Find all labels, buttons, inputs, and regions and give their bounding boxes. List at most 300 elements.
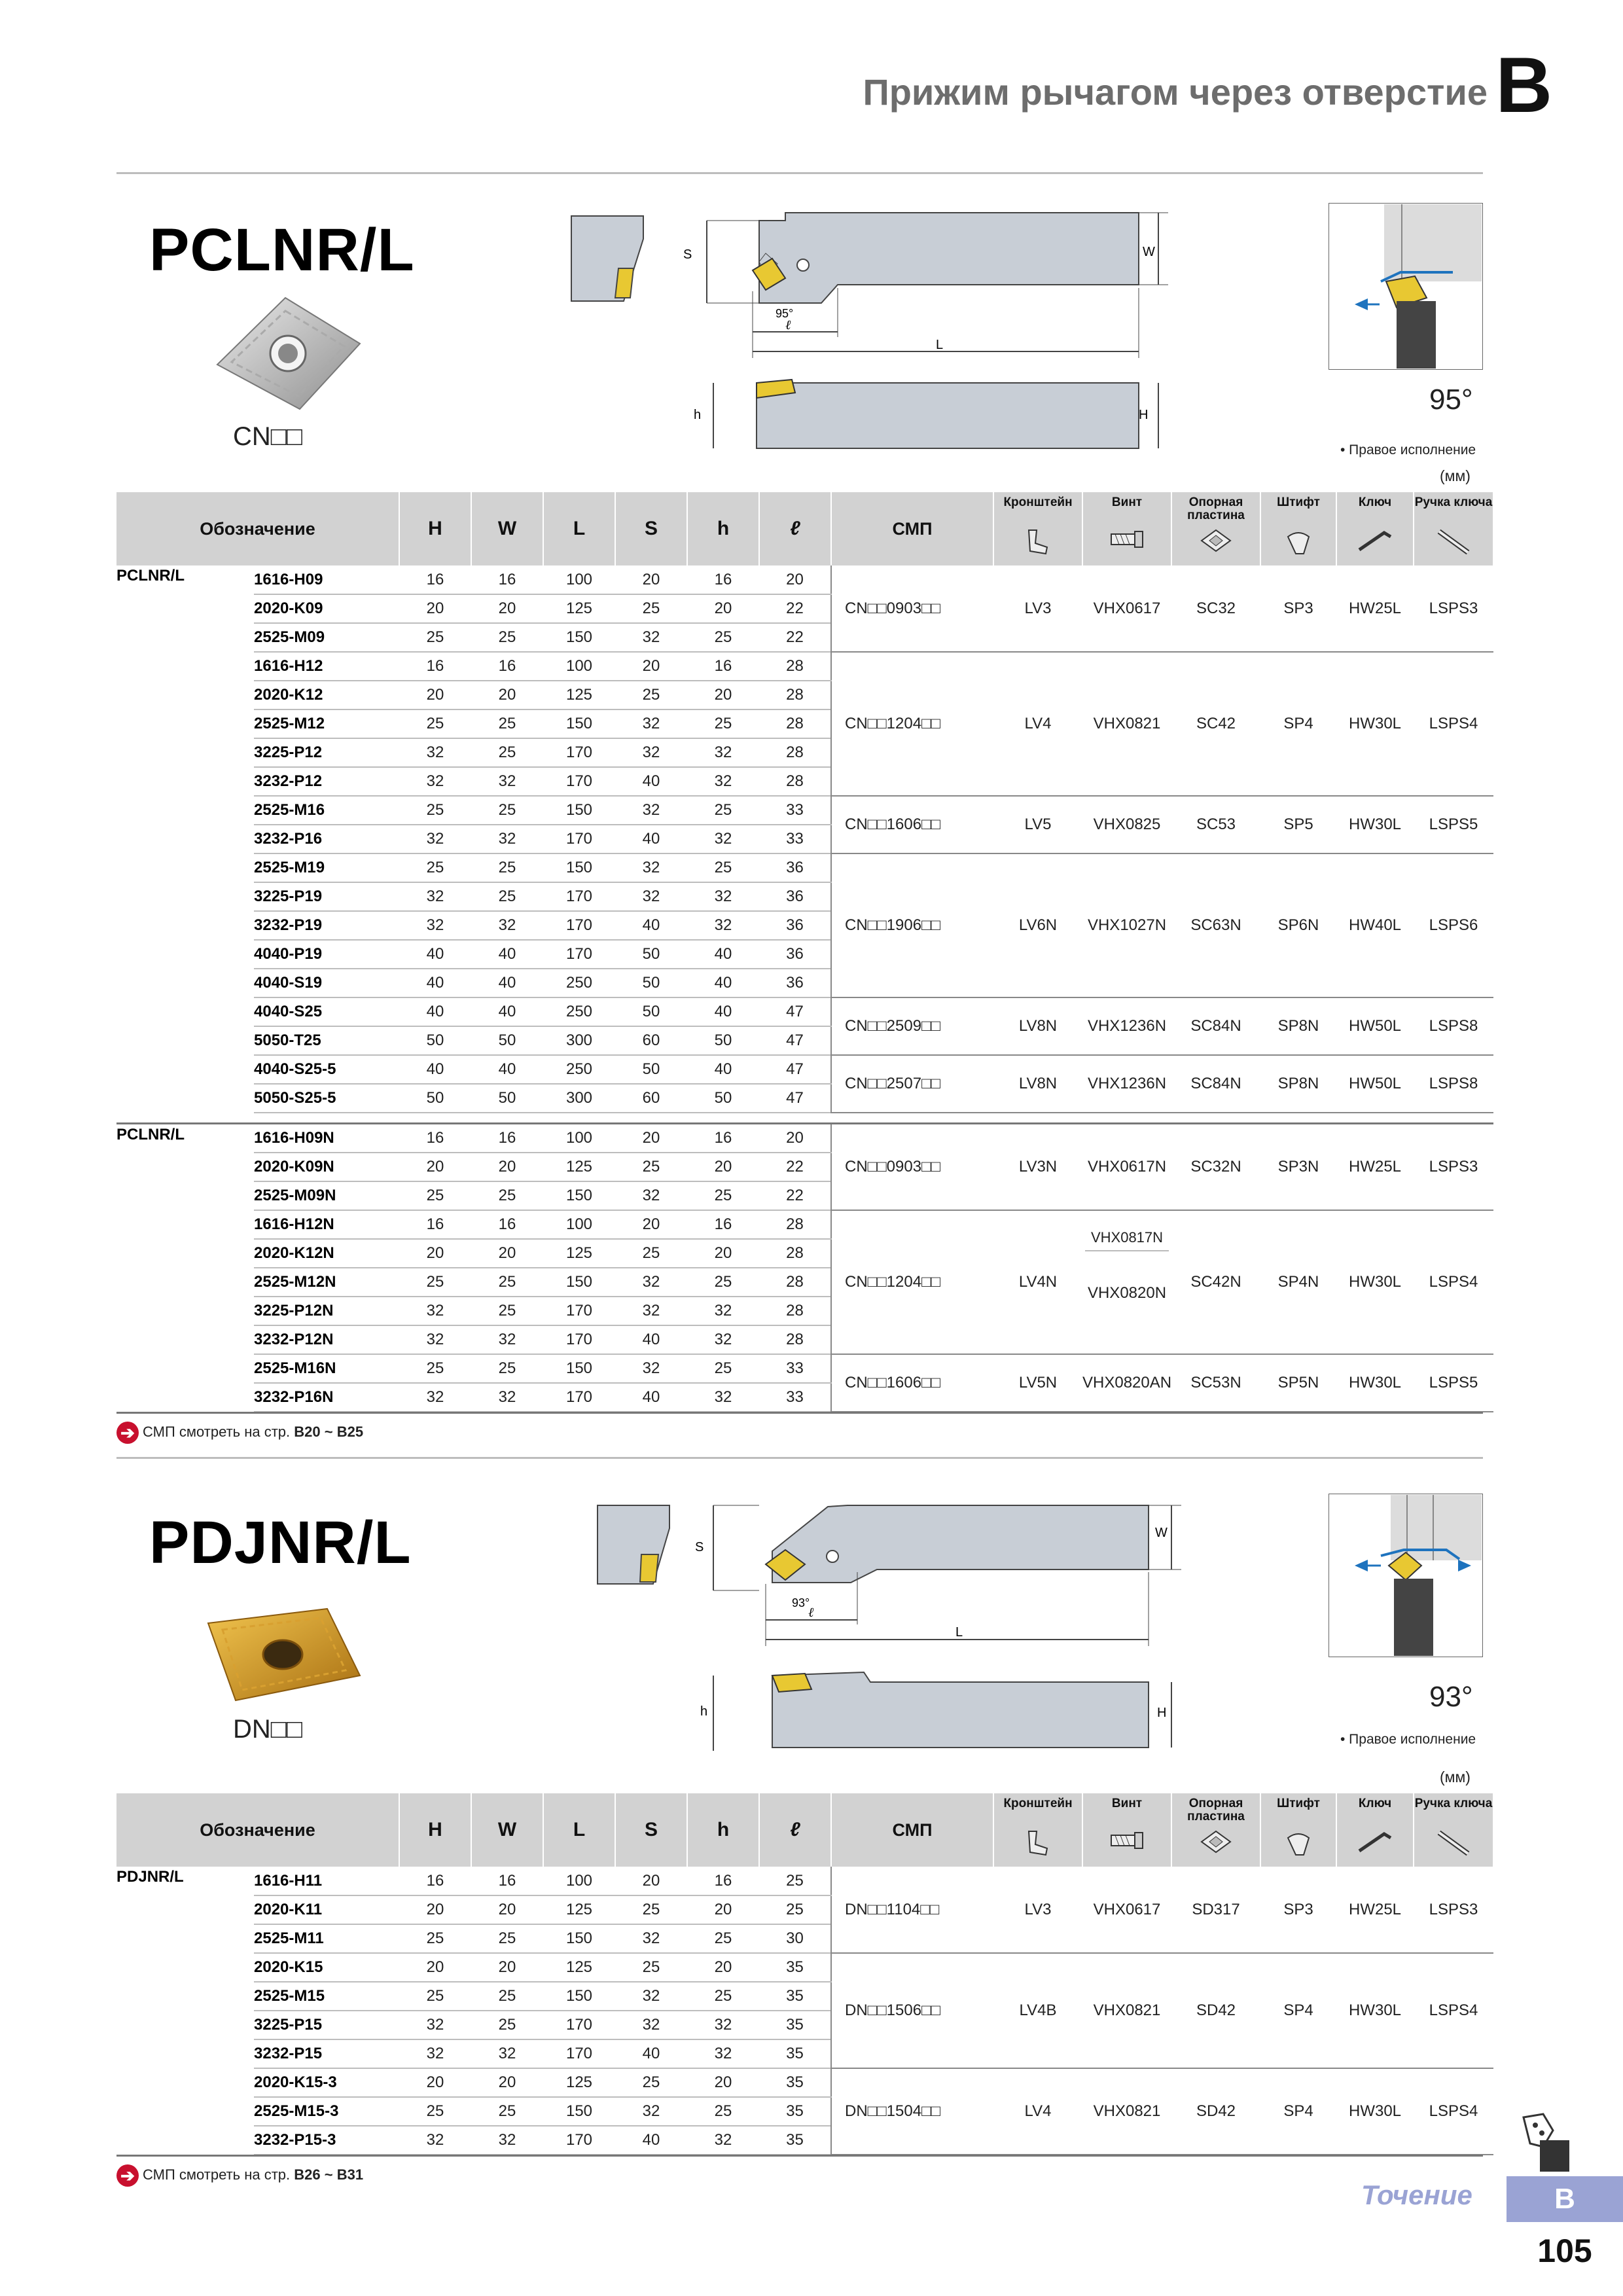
table-row	[116, 1124, 1493, 1153]
dim-value: 25	[471, 1181, 543, 1210]
table-header-row	[116, 1793, 1493, 1867]
smp-pages-pclnr: B20 ~ B25	[294, 1423, 364, 1440]
holder-code: 3232-P12	[254, 767, 399, 796]
holder-code: 2525-M09N	[254, 1181, 399, 1210]
dim-value: 32	[615, 623, 687, 652]
holder-front-view-drawing-pdjnr	[687, 1666, 1191, 1754]
holder-code: 3225-P15	[254, 2011, 399, 2039]
dim-value: 25	[471, 2097, 543, 2126]
accessory-0	[993, 652, 1082, 796]
section-letter: B	[1495, 41, 1552, 129]
dim-value: 20	[687, 681, 759, 709]
dim-value: 36	[759, 911, 831, 940]
dim-value: 170	[543, 1297, 615, 1325]
dim-value: 25	[471, 1982, 543, 2011]
arrow-right-icon: ➔	[116, 2164, 139, 2187]
separator-cell	[116, 1113, 1493, 1124]
holder-code: 1616-H11	[254, 1867, 399, 1895]
accessory-5	[1414, 853, 1493, 997]
dim-value: 150	[543, 1181, 615, 1210]
holder-code: 2525-M12	[254, 709, 399, 738]
holder-code: 2525-M12N	[254, 1268, 399, 1297]
accessory-4	[1336, 1055, 1414, 1113]
dim-value: 25	[687, 853, 759, 882]
smp-insert: CN□□1204□□	[831, 652, 993, 796]
dim-value: 32	[399, 1325, 471, 1354]
accessory-value: SC53	[1196, 816, 1236, 833]
accessory-4	[1336, 1354, 1414, 1412]
part-label: Ручка ключа	[1414, 1797, 1493, 1810]
dim-value: 28	[759, 738, 831, 767]
smp-insert: CN□□2509□□	[831, 997, 993, 1055]
right-hand-note-pdjnr: • Правое исполнение	[1340, 1732, 1476, 1747]
accessory-value: LV8N	[1018, 1075, 1058, 1092]
dim-value: 32	[687, 1325, 759, 1354]
accessory-0	[993, 853, 1082, 997]
dim-value: 50	[471, 1026, 543, 1055]
dim-value: 16	[687, 652, 759, 681]
accessory-4	[1336, 652, 1414, 796]
accessory-1	[1082, 853, 1171, 997]
accessory-2	[1171, 1354, 1260, 1412]
accessory-4	[1336, 1867, 1414, 1953]
insert-label-cn: CN□□	[233, 422, 303, 451]
dim-value: 36	[759, 853, 831, 882]
holder-code: 5050-S25-5	[254, 1084, 399, 1113]
part-label: Ручка ключа	[1414, 495, 1493, 509]
arrow-right-icon: ➔	[116, 1422, 139, 1444]
accessory-value: LV4B	[1019, 2001, 1057, 2019]
dim-value: 20	[399, 1239, 471, 1268]
accessory-value: LV3	[1024, 1900, 1052, 1918]
unit-note-pclnr: (мм)	[1440, 467, 1471, 484]
spec-table-pdjnr	[116, 1793, 1494, 2155]
dim-value: 28	[759, 1297, 831, 1325]
dim-value: 28	[759, 1210, 831, 1239]
dim-value: 25	[615, 594, 687, 623]
dim-value: 170	[543, 1325, 615, 1354]
dim-value: 40	[615, 1383, 687, 1412]
accessory-value: LV3	[1024, 599, 1052, 617]
part-label: Винт	[1111, 495, 1143, 509]
series-label: PDJNR/L	[116, 1868, 184, 1886]
dim-value: 40	[687, 940, 759, 969]
accessory-value: VHX0617	[1093, 599, 1161, 617]
dim-value: 25	[399, 1982, 471, 2011]
holder-code: 2020-K15	[254, 1953, 399, 1982]
dim-value: 32	[615, 709, 687, 738]
dim-value: 25	[615, 1153, 687, 1181]
col-part-5	[1414, 492, 1493, 565]
accessory-5	[1414, 1210, 1493, 1354]
spec-table-pclnr	[116, 492, 1494, 1412]
accessory-value: LV6N	[1018, 916, 1058, 934]
dim-value: 32	[615, 1181, 687, 1210]
holder-code: 2525-M15-3	[254, 2097, 399, 2126]
dim-value: 50	[471, 1084, 543, 1113]
group-separator	[116, 1113, 1493, 1124]
dim-value: 32	[399, 825, 471, 853]
holder-code: 4040-S25-5	[254, 1055, 399, 1084]
accessory-value: SC84N	[1190, 1017, 1241, 1035]
smp-insert: CN□□2507□□	[831, 1055, 993, 1113]
accessory-value: LSPS6	[1429, 916, 1478, 934]
accessory-value: SP5	[1283, 816, 1313, 833]
dim-value: 50	[615, 940, 687, 969]
accessory-3	[1260, 796, 1336, 853]
unit-note-pdjnr: (мм)	[1440, 1768, 1471, 1785]
holder-top-view-drawing	[674, 206, 1178, 363]
dim-value: 20	[399, 2068, 471, 2097]
dim-value: 125	[543, 1895, 615, 1924]
dim-value: 25	[471, 1924, 543, 1953]
angle-label-drawing: 95°	[776, 307, 794, 320]
dim-value: 170	[543, 2011, 615, 2039]
dim-value: 170	[543, 882, 615, 911]
accessory-1	[1082, 1124, 1171, 1210]
dim-value: 20	[759, 1124, 831, 1153]
dim-value: 32	[471, 1325, 543, 1354]
dim-value: 40	[471, 997, 543, 1026]
dim-l-label: L	[936, 338, 944, 352]
accessory-value: HW30L	[1349, 816, 1402, 833]
accessory-2	[1171, 1210, 1260, 1354]
accessory-5	[1414, 1124, 1493, 1210]
approach-angle-pclnr: 95°	[1429, 384, 1473, 416]
accessory-1	[1082, 1210, 1171, 1354]
dim-value: 250	[543, 997, 615, 1026]
dim-value: 150	[543, 1268, 615, 1297]
holder-code: 2525-M16N	[254, 1354, 399, 1383]
holder-code: 4040-S25	[254, 997, 399, 1026]
table-row	[116, 1210, 1493, 1239]
accessory-4	[1336, 1210, 1414, 1354]
accessory-value: SD317	[1192, 1900, 1240, 1918]
accessory-2	[1171, 565, 1260, 652]
dim-value: 125	[543, 594, 615, 623]
dim-value: 40	[615, 825, 687, 853]
dim-value: 170	[543, 738, 615, 767]
col-part-4	[1336, 1793, 1414, 1867]
accessory-2	[1171, 652, 1260, 796]
dim-value: 16	[399, 1210, 471, 1239]
accessory-value: VHX0821	[1093, 2102, 1161, 2120]
accessory-1	[1082, 1354, 1171, 1412]
dim-value: 150	[543, 709, 615, 738]
dim-value: 40	[615, 2126, 687, 2155]
holder-code: 1616-H09N	[254, 1124, 399, 1153]
header-divider	[116, 172, 1483, 174]
accessory-value: SP3N	[1277, 1157, 1319, 1175]
accessory-value: LV4	[1024, 2102, 1052, 2120]
holder-code: 3225-P19	[254, 882, 399, 911]
dim-value: 100	[543, 1867, 615, 1895]
dim-value: 50	[615, 969, 687, 997]
accessory-2	[1171, 1953, 1260, 2068]
table-end-line	[116, 1412, 1483, 1414]
key-handle-icon	[1434, 528, 1473, 556]
accessory-value: VHX1236N	[1087, 1075, 1167, 1092]
accessory-3	[1260, 997, 1336, 1055]
dim-value: 20	[687, 594, 759, 623]
accessory-value: LSPS3	[1429, 1900, 1478, 1918]
table-header-pdjnr	[116, 1793, 1493, 1867]
dim-value: 32	[399, 911, 471, 940]
accessory-value: HW30L	[1349, 2102, 1402, 2120]
accessory-2	[1171, 1867, 1260, 1953]
key-handle-icon	[1434, 1829, 1473, 1857]
dim-value: 40	[399, 997, 471, 1026]
accessory-5	[1414, 997, 1493, 1055]
dim-value: 16	[687, 565, 759, 594]
dim-value: 32	[615, 2011, 687, 2039]
accessory-5	[1414, 652, 1493, 796]
col-lsmall: ℓ	[759, 1793, 831, 1867]
accessory-value: LSPS8	[1429, 1017, 1478, 1035]
page-header-title: Прижим рычагом через отверстие	[863, 71, 1488, 113]
pin-icon	[1284, 528, 1313, 556]
dim-value: 25	[471, 882, 543, 911]
dim-value: 100	[543, 565, 615, 594]
dim-value: 28	[759, 652, 831, 681]
table-row	[116, 565, 1493, 594]
dim-value: 16	[471, 1124, 543, 1153]
accessory-1	[1082, 1055, 1171, 1113]
dim-value: 20	[759, 565, 831, 594]
smp-note-text: СМП смотреть на стр.	[143, 2166, 291, 2183]
accessory-value: LSPS3	[1429, 599, 1478, 617]
dim-value: 25	[399, 623, 471, 652]
accessory-3	[1260, 1055, 1336, 1113]
col-s: S	[615, 1793, 687, 1867]
dim-value: 20	[471, 1953, 543, 1982]
accessory-value: VHX0617	[1093, 1900, 1161, 1918]
accessory-value: LV8N	[1018, 1017, 1058, 1035]
dim-hh-label: H	[1139, 408, 1149, 422]
dim-value: 28	[759, 1325, 831, 1354]
dim-value: 25	[471, 623, 543, 652]
dim-value: 30	[759, 1924, 831, 1953]
accessory-4	[1336, 565, 1414, 652]
accessory-value: LSPS8	[1429, 1075, 1478, 1092]
dim-value: 16	[399, 565, 471, 594]
accessory-1	[1082, 997, 1171, 1055]
part-label: Опорная пластина	[1187, 495, 1245, 522]
hex-key-icon	[1355, 528, 1395, 554]
dim-value: 47	[759, 1084, 831, 1113]
dim-value: 32	[399, 2011, 471, 2039]
dim-value: 32	[687, 2011, 759, 2039]
accessory-4	[1336, 853, 1414, 997]
dim-value: 16	[687, 1210, 759, 1239]
dim-value: 33	[759, 825, 831, 853]
holder-code: 3225-P12N	[254, 1297, 399, 1325]
series-label: PCLNR/L	[116, 567, 185, 584]
dim-value: 16	[471, 565, 543, 594]
part-label: Кронштейн	[1003, 1797, 1073, 1810]
accessory-value: VHX0820AN	[1082, 1373, 1172, 1391]
accessory-1	[1082, 1953, 1171, 2068]
accessory-2	[1171, 2068, 1260, 2155]
holder-code: 3232-P12N	[254, 1325, 399, 1354]
dim-value: 16	[399, 1124, 471, 1153]
accessory-5	[1414, 1867, 1493, 1953]
col-l: L	[543, 1793, 615, 1867]
accessory-4	[1336, 2068, 1414, 2155]
accessory-value: SP4	[1283, 715, 1313, 732]
accessory-1	[1082, 796, 1171, 853]
accessory-value: SC42N	[1190, 1272, 1241, 1291]
dim-value: 150	[543, 1354, 615, 1383]
holder-code: 1616-H12	[254, 652, 399, 681]
accessory-value: HW50L	[1349, 1017, 1402, 1035]
dim-value: 32	[615, 882, 687, 911]
accessory-3	[1260, 1354, 1336, 1412]
holder-code: 3225-P12	[254, 738, 399, 767]
accessory-value: HW50L	[1349, 1075, 1402, 1092]
dim-value: 35	[759, 2011, 831, 2039]
dim-value: 25	[399, 1181, 471, 1210]
accessory-value: SP6N	[1277, 916, 1319, 934]
accessory-value: VHX0825	[1093, 816, 1161, 833]
dim-value: 32	[615, 1354, 687, 1383]
dim-value: 32	[687, 2126, 759, 2155]
dim-value: 250	[543, 1055, 615, 1084]
smp-reference-note-pdjnr	[116, 2164, 363, 2187]
accessory-0	[993, 1867, 1082, 1953]
dim-value: 32	[471, 1383, 543, 1412]
col-l: L	[543, 492, 615, 565]
dim-value: 150	[543, 796, 615, 825]
accessory-4	[1336, 997, 1414, 1055]
dim-value: 32	[399, 1297, 471, 1325]
col-part-2	[1171, 492, 1260, 565]
dim-value: 35	[759, 2039, 831, 2068]
accessory-value: LV3N	[1018, 1157, 1058, 1175]
page-number: 105	[1537, 2233, 1592, 2269]
accessory-value: LSPS3	[1429, 1157, 1478, 1175]
dim-value: 35	[759, 2068, 831, 2097]
holder-code: 4040-P19	[254, 940, 399, 969]
dim-value: 170	[543, 911, 615, 940]
dim-value: 60	[615, 1026, 687, 1055]
dim-value: 35	[759, 1982, 831, 2011]
accessory-value: LSPS4	[1429, 1272, 1478, 1291]
accessory-value: HW30L	[1349, 1373, 1402, 1391]
screw-icon	[1109, 528, 1145, 551]
holder-code: 2525-M15	[254, 1982, 399, 2011]
alt-screw: VHX0817N	[1085, 1229, 1169, 1251]
dim-value: 20	[471, 594, 543, 623]
holder-front-view-drawing	[694, 373, 1178, 452]
accessory-3	[1260, 2068, 1336, 2155]
dim-value: 150	[543, 1924, 615, 1953]
dim-value: 36	[759, 940, 831, 969]
table-row	[116, 853, 1493, 882]
accessory-2	[1171, 1124, 1260, 1210]
dim-value: 32	[615, 738, 687, 767]
dim-value: 20	[615, 652, 687, 681]
holder-code: 5050-T25	[254, 1026, 399, 1055]
application-diagram-pclnr	[1329, 203, 1483, 370]
accessory-value: SD42	[1196, 2001, 1236, 2019]
accessory-5	[1414, 1055, 1493, 1113]
dim-value: 20	[615, 1867, 687, 1895]
accessory-value: LV5	[1024, 816, 1052, 833]
accessory-value: LV4	[1024, 715, 1052, 732]
dim-value: 25	[687, 1982, 759, 2011]
dim-value: 50	[399, 1084, 471, 1113]
accessory-1	[1082, 652, 1171, 796]
holder-code: 1616-H09	[254, 565, 399, 594]
holder-code: 3232-P15	[254, 2039, 399, 2068]
col-w: W	[471, 492, 543, 565]
dim-value: 22	[759, 1153, 831, 1181]
dim-value: 20	[471, 681, 543, 709]
dim-w-label-pdjnr: W	[1155, 1526, 1168, 1540]
dim-value: 32	[399, 2039, 471, 2068]
insert-dn-image	[196, 1597, 370, 1712]
part-label: Опорная пластина	[1187, 1797, 1245, 1823]
accessory-2	[1171, 997, 1260, 1055]
holder-code: 2020-K09N	[254, 1153, 399, 1181]
dim-value: 32	[687, 767, 759, 796]
col-w: W	[471, 1793, 543, 1867]
accessory-1	[1082, 1867, 1171, 1953]
insert-cn-image	[208, 291, 368, 419]
col-lsmall: ℓ	[759, 492, 831, 565]
accessory-3	[1260, 1867, 1336, 1953]
dim-value: 150	[543, 2097, 615, 2126]
dim-value: 32	[615, 853, 687, 882]
part-label: Винт	[1111, 1797, 1143, 1810]
dim-value: 35	[759, 1953, 831, 1982]
dim-value: 150	[543, 623, 615, 652]
dim-value: 32	[471, 825, 543, 853]
accessory-4	[1336, 1124, 1414, 1210]
table-row	[116, 796, 1493, 825]
dim-value: 300	[543, 1026, 615, 1055]
accessory-value: VHX1027N	[1087, 916, 1167, 934]
dim-value: 16	[471, 652, 543, 681]
dim-h-label: h	[694, 408, 702, 422]
dim-value: 20	[471, 1239, 543, 1268]
smp-insert: DN□□1506□□	[831, 1953, 993, 2068]
dim-value: 32	[615, 1268, 687, 1297]
accessory-4	[1336, 1953, 1414, 2068]
dim-value: 25	[615, 2068, 687, 2097]
dim-value: 16	[399, 652, 471, 681]
dim-value: 32	[687, 1383, 759, 1412]
accessory-2	[1171, 796, 1260, 853]
dim-value: 33	[759, 1354, 831, 1383]
holder-code: 2525-M09	[254, 623, 399, 652]
dim-value: 25	[615, 1239, 687, 1268]
dim-value: 40	[615, 2039, 687, 2068]
accessory-3	[1260, 853, 1336, 997]
table-row	[116, 1953, 1493, 1982]
dim-value: 28	[759, 1268, 831, 1297]
dim-value: 32	[687, 1297, 759, 1325]
dim-value: 20	[687, 1895, 759, 1924]
dim-value: 100	[543, 1124, 615, 1153]
part-label: Ключ	[1358, 1797, 1392, 1810]
dim-value: 22	[759, 594, 831, 623]
dim-value: 40	[471, 940, 543, 969]
holder-code: 3232-P16N	[254, 1383, 399, 1412]
accessory-3	[1260, 1124, 1336, 1210]
table-row	[116, 652, 1493, 681]
